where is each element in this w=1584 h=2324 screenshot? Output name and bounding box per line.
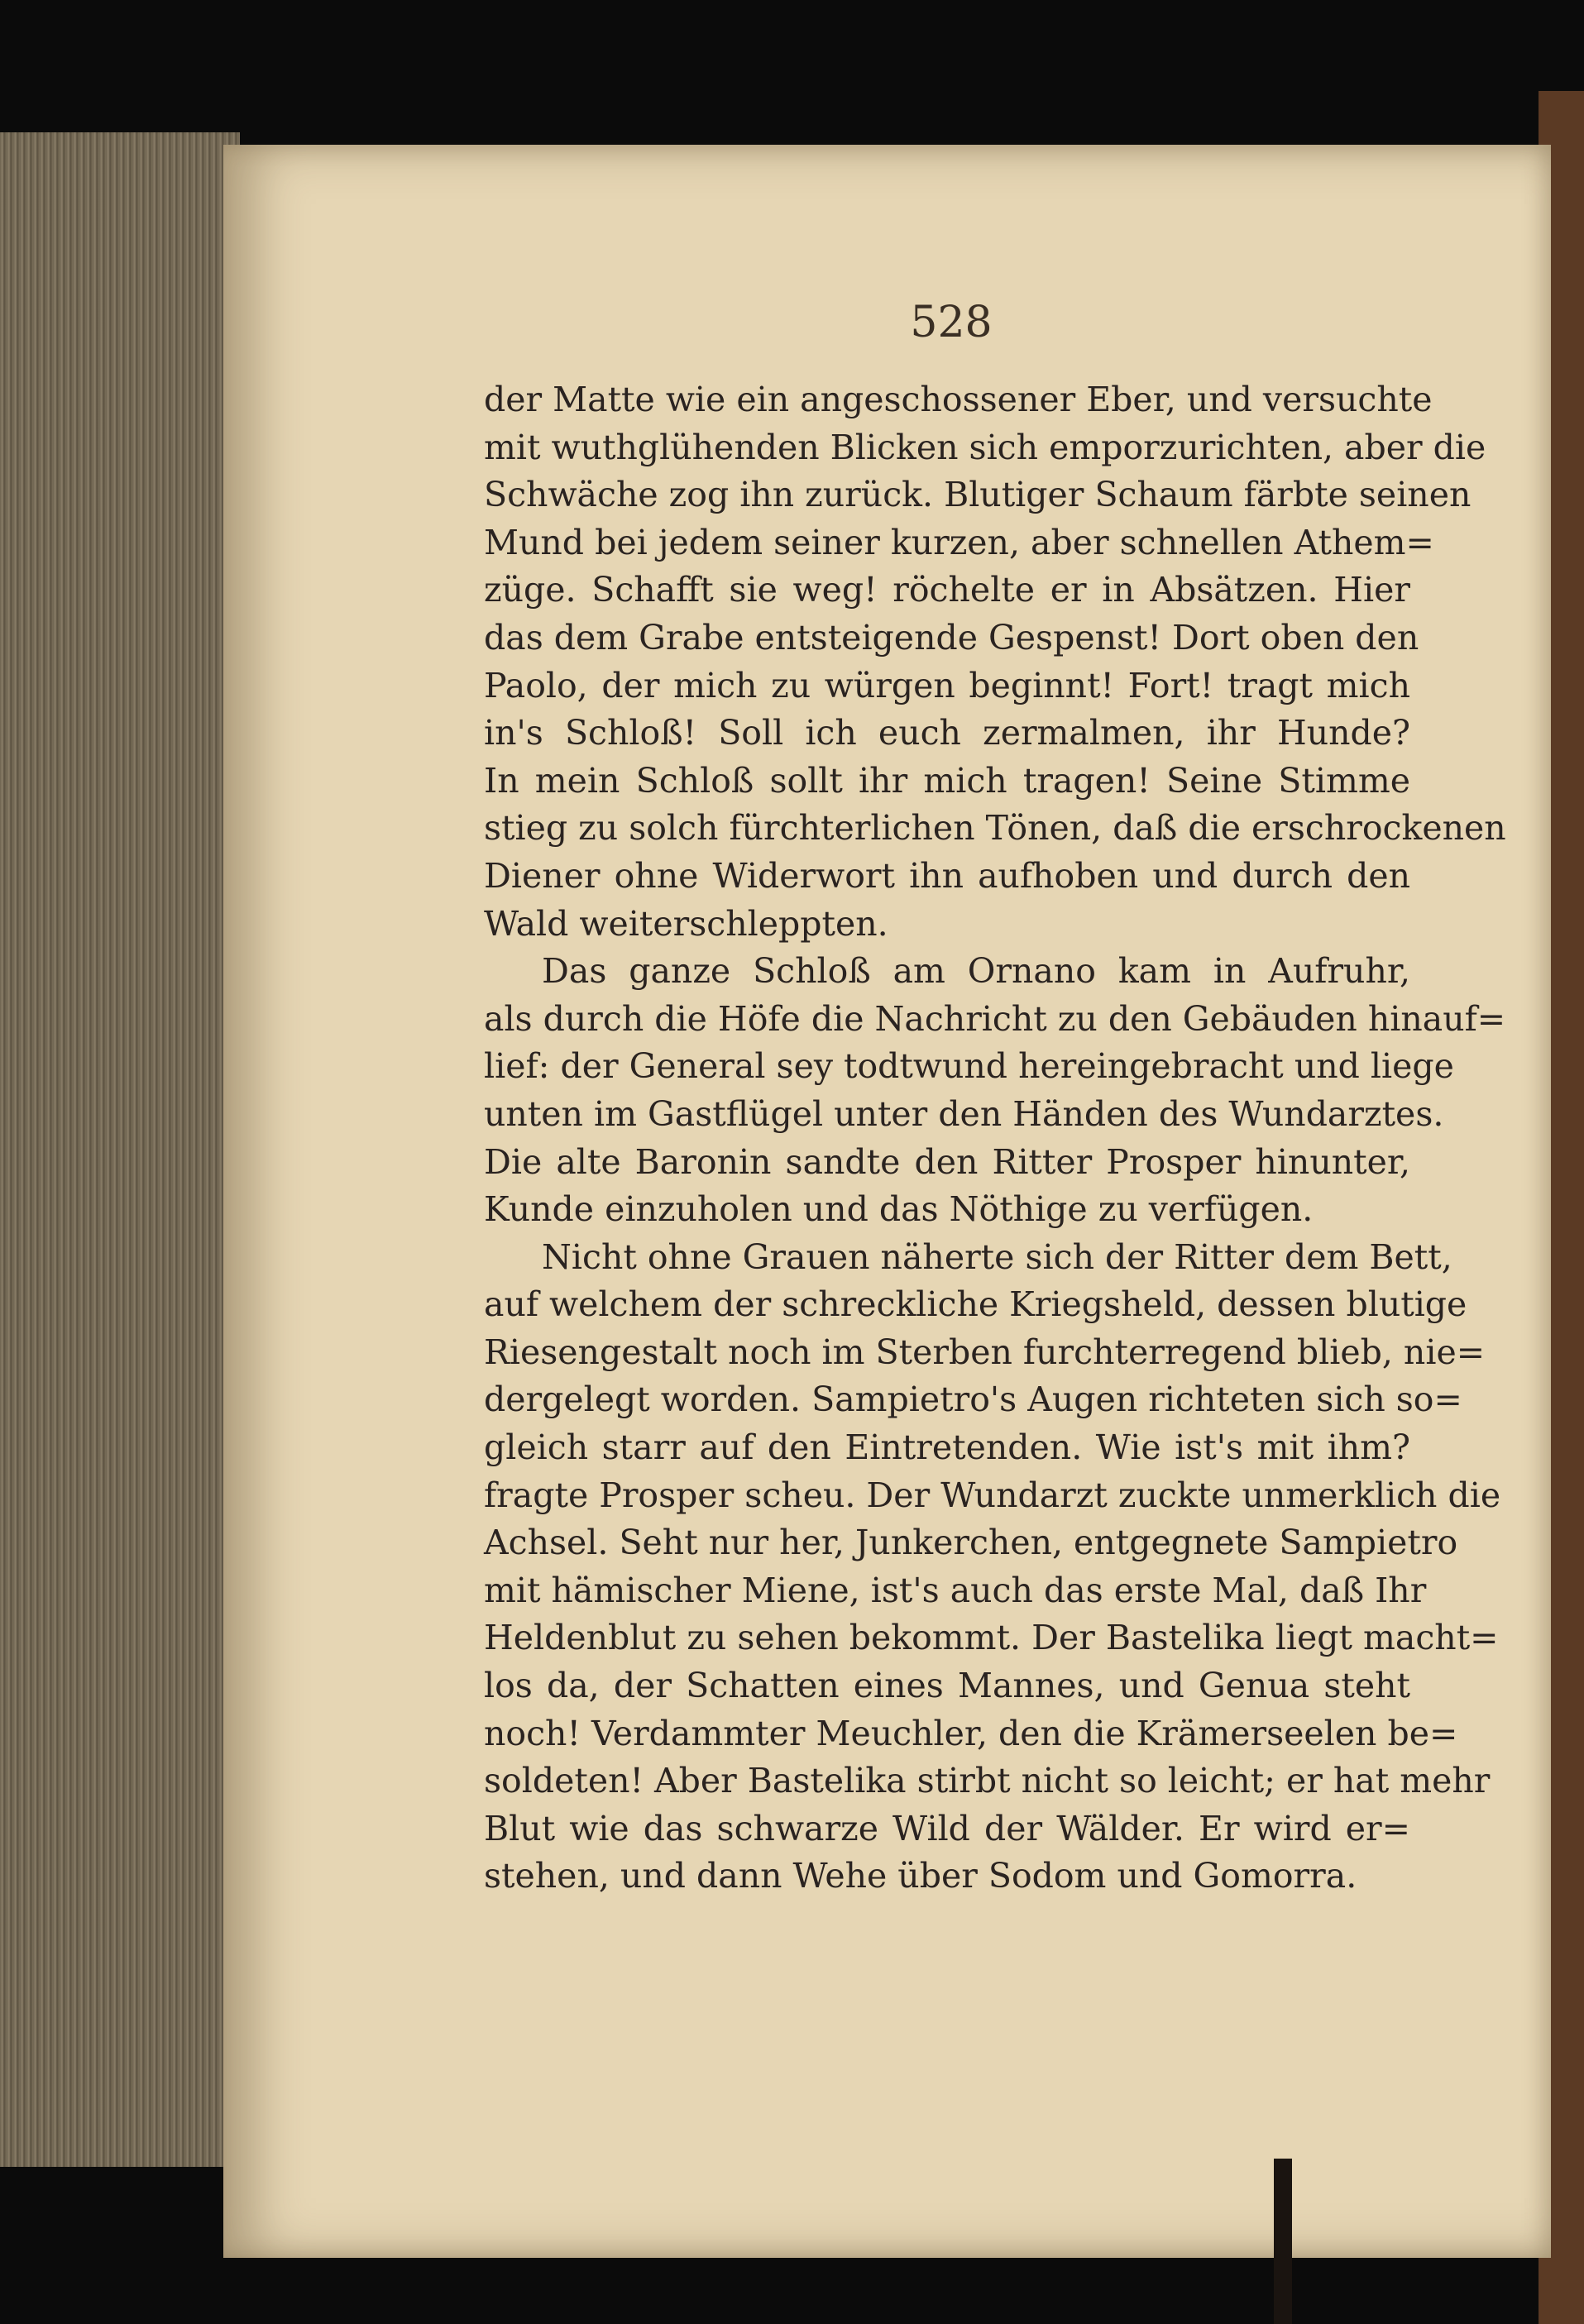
text-line: Nicht ohne Grauen näherte sich der Ritter dem Bett, [542, 1236, 1452, 1277]
text-line: züge. Schafft sie weg! röchelte er in Absätzen. Hier [484, 570, 1410, 610]
text-line: mit hämischer Miene, ist's auch das erste Mal, daß Ihr [484, 1570, 1427, 1610]
text-line: in's Schloß! Soll ich euch zermalmen, ihr Hunde? [484, 713, 1410, 753]
text-line: Blut wie das schwarze Wild der Wälder. Er wird er= [484, 1808, 1410, 1848]
text-line: mit wuthglühenden Blicken sich emporzurichten, aber die [484, 427, 1486, 467]
text-line: Riesengestalt noch im Sterben furchterregend blieb, nie= [484, 1332, 1486, 1372]
page-number: 528 [910, 298, 993, 347]
text-line: das dem Grabe entsteigende Gespenst! Dort oben den [484, 617, 1419, 658]
page-text [484, 376, 1506, 1901]
text-line: dergelegt worden. Sampietro's Augen richteten sich so= [484, 1380, 1462, 1420]
text-line: Paolo, der mich zu würgen beginnt! Fort! tragt mich [484, 665, 1410, 705]
text-line: Schwäche zog ihn zurück. Blutiger Schaum färbte seinen [484, 475, 1472, 515]
text-line: stieg zu solch fürchterlichen Tönen, daß die erschrockenen [484, 808, 1506, 849]
bookmark-ribbon [1274, 2159, 1292, 2324]
text-line: Wald weiterschleppten. [484, 903, 888, 944]
text-line: los da, der Schatten eines Mannes, und Genua steht [484, 1666, 1410, 1706]
text-line: Die alte Baronin sandte den Ritter Prosper hinunter, [484, 1141, 1410, 1182]
text-line: soldeten! Aber Bastelika stirbt nicht so leicht; er hat mehr [484, 1761, 1491, 1801]
text-line: noch! Verdammter Meuchler, den die Krämerseelen be= [484, 1713, 1458, 1753]
text-line: Das ganze Schloß am Ornano kam in Aufruhr, [542, 951, 1410, 992]
text-line: Mund bei jedem seiner kurzen, aber schnellen Athem= [484, 522, 1434, 562]
text-line: Kunde einzuholen und das Nöthige zu verfügen. [484, 1189, 1314, 1230]
text-line: Diener ohne Widerwort ihn aufhoben und durch den [484, 855, 1410, 896]
text-line: auf welchem der schreckliche Kriegsheld, dessen blutige [484, 1284, 1467, 1325]
text-line: stehen, und dann Wehe über Sodom und Gomorra. [484, 1856, 1357, 1896]
text-line: der Matte wie ein angeschossener Eber, und versuchte [484, 380, 1433, 419]
text-line: unten im Gastflügel unter den Händen des Wundarztes. [484, 1093, 1444, 1134]
book-edge [0, 132, 240, 2167]
text-line: Heldenblut zu sehen bekommt. Der Bastelika liegt macht= [484, 1618, 1499, 1658]
text-line: Achsel. Seht nur her, Junkerchen, entgegnete Sampietro [484, 1523, 1458, 1563]
text-line: In mein Schloß sollt ihr mich tragen! Seine Stimme [484, 760, 1410, 801]
text-line: fragte Prosper scheu. Der Wundarzt zuckte unmerklich die [484, 1475, 1501, 1515]
text-line: gleich starr auf den Eintretenden. Wie ist's mit ihm? [484, 1427, 1410, 1468]
text-line: als durch die Höfe die Nachricht zu den Gebäuden hinauf= [484, 998, 1506, 1039]
text-line: lief: der General sey todtwund hereingebracht und liege [484, 1046, 1454, 1087]
